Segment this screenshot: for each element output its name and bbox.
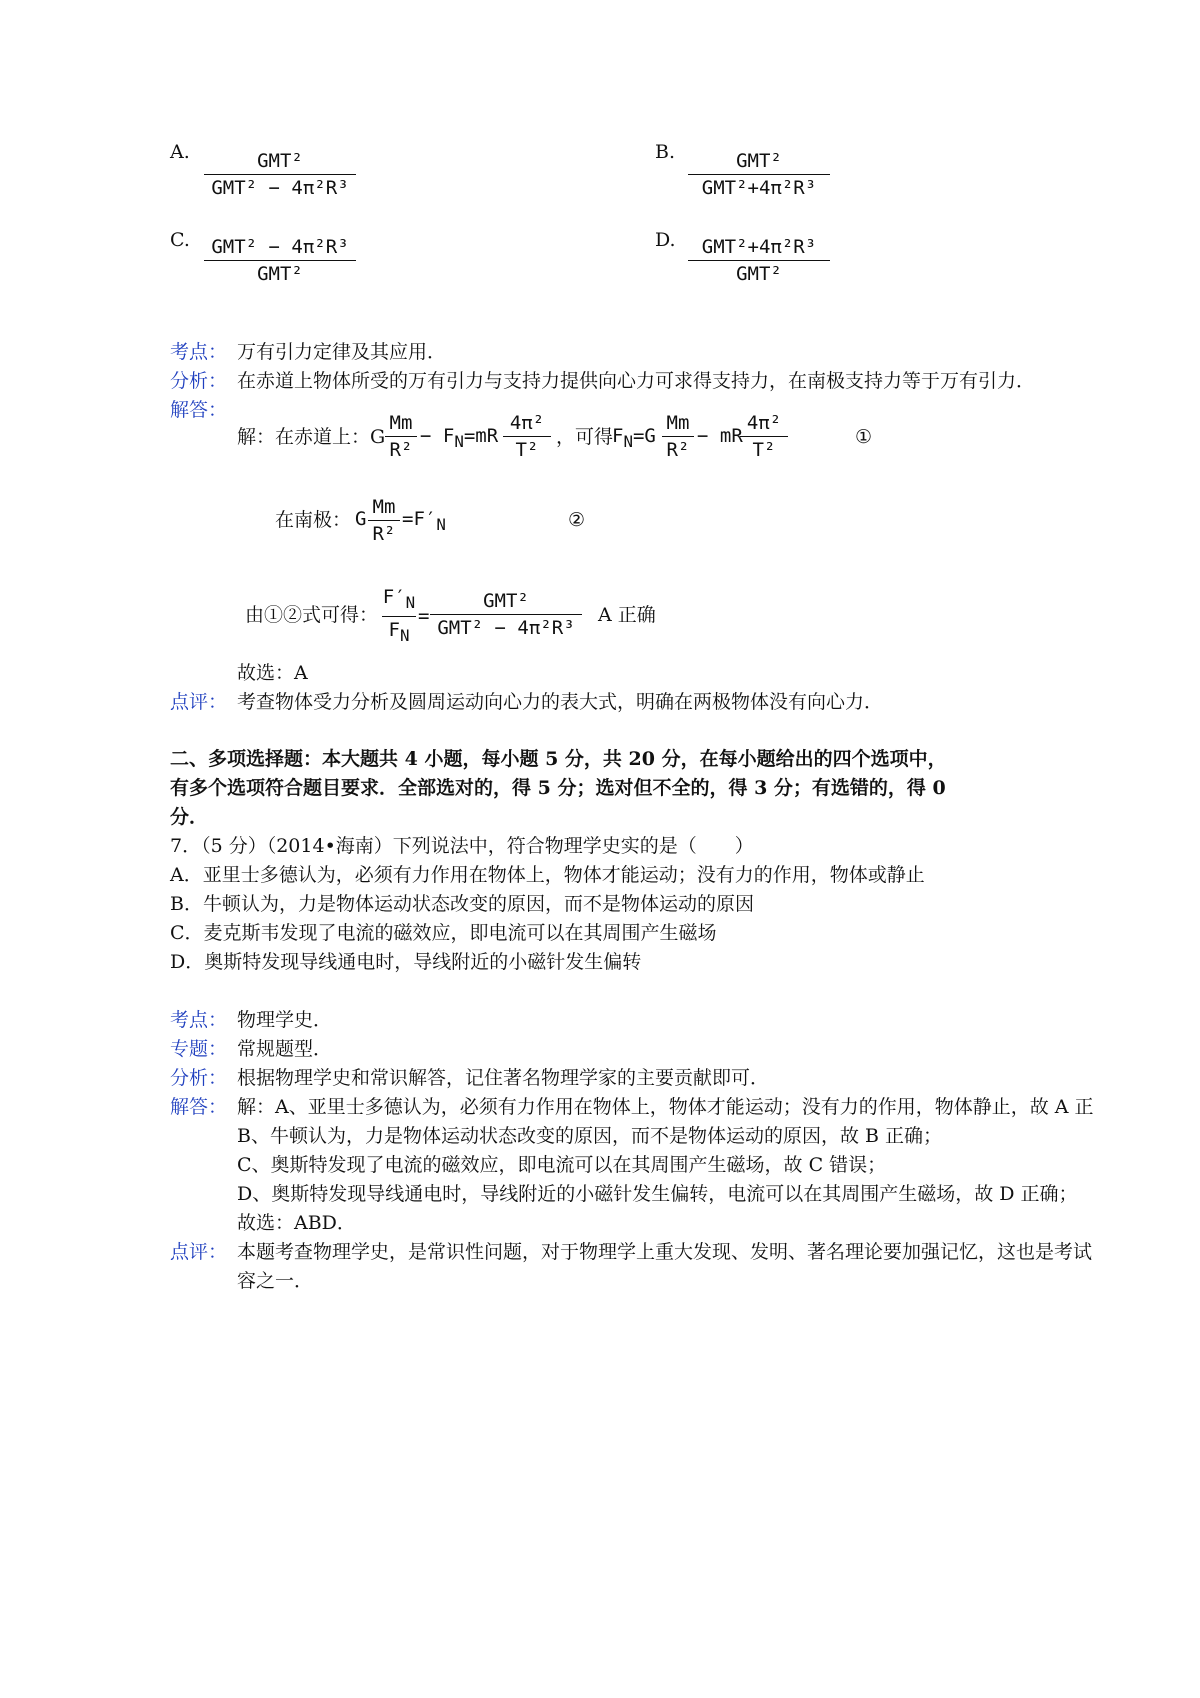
q7-jieda-label: 解答： <box>170 1096 228 1118</box>
numerator-mm: Mm <box>389 412 413 434</box>
q7-jieda-line1: 解：A、亚里士多德认为，必须有力作用在物体上，物体才能运动；没有力的作用，物体静止，故 A 正 <box>237 1096 1094 1118</box>
denominator-r2: R² <box>389 439 413 461</box>
equals-sign: = <box>418 605 430 627</box>
fraction-4pi2-t2 <box>503 412 551 461</box>
q7-dianping-line2: 容之一． <box>237 1270 314 1292</box>
option-c-numerator: GMT² − 4π²R³ <box>211 236 349 258</box>
south-pole-prefix: 在南极： <box>275 509 352 531</box>
q7-kaodian-text: 物理学史． <box>237 1009 333 1031</box>
kaodian-label: 考点： <box>170 341 228 363</box>
equation-mark-1: ① <box>855 426 873 448</box>
q7-jieda-line2: B、牛顿认为，力是物体运动状态改变的原因，而不是物体运动的原因，故 B 正确； <box>237 1125 943 1147</box>
fraction-4pi2-t2-2 <box>740 412 788 461</box>
q7-zhuanti-label: 专题： <box>170 1038 228 1060</box>
numerator-fn-prime <box>382 586 416 614</box>
q7-jieda-line4: D、奥斯特发现导线通电时，导线附近的小磁针发生偏转，电流可以在其周围产生磁场，故 D 正确； <box>237 1183 1078 1205</box>
fraction-bar <box>503 436 551 437</box>
fraction-result <box>430 590 582 639</box>
q7-kaodian-label: 考点： <box>170 1009 228 1031</box>
kede-text: ，可得 <box>556 426 614 448</box>
eq-g-text: =G <box>632 425 656 447</box>
fraction-mm-r2-2 <box>662 412 694 461</box>
q7-zhuanti-text: 常规题型． <box>237 1038 333 1060</box>
result-numerator: GMT² <box>483 590 529 612</box>
option-a-label: A. <box>170 141 190 163</box>
numerator-4pi2: 4π² <box>509 412 545 434</box>
f-text: F <box>388 618 400 641</box>
minus-mr: − mR <box>697 425 743 447</box>
dianping-label: 点评： <box>170 691 228 713</box>
numerator-mm: Mm <box>666 412 690 434</box>
guxuan-text: 故选：A <box>237 662 308 684</box>
subscript-n: N <box>623 431 633 451</box>
denominator-r2: R² <box>666 439 690 461</box>
fraction-bar <box>430 614 582 615</box>
derive-prefix: 由①②式可得： <box>245 604 379 626</box>
q7-option-a: A．亚里士多德认为，必须有力作用在物体上，物体才能运动；没有力的作用，物体或静止 <box>170 864 925 886</box>
eq-fn-prime <box>402 508 446 534</box>
q7-fenxi-label: 分析： <box>170 1067 228 1089</box>
fraction-bar <box>688 174 830 175</box>
q7-jieda-line3: C、奥斯特发现了电流的磁效应，即电流可以在其周围产生磁场，故 C 错误； <box>237 1154 887 1176</box>
q7-stem: 7．（5 分）（2014•海南）下列说法中，符合物理学史实的是（ ） <box>170 835 754 857</box>
eq-mr-text: =mR <box>463 425 499 447</box>
denominator-t2: T² <box>515 439 539 461</box>
option-b-label: B. <box>655 141 676 163</box>
option-b-fraction <box>688 150 830 199</box>
a-correct-text: A 正确 <box>598 604 656 626</box>
fraction-bar <box>385 436 417 437</box>
fraction-fn-ratio <box>382 586 416 647</box>
fraction-bar <box>688 260 830 261</box>
option-b-denominator: GMT²+4π²R³ <box>701 177 817 199</box>
subscript-n: N <box>454 431 464 451</box>
minus-f-text: − F <box>420 425 455 447</box>
option-d-denominator: GMT² <box>736 263 782 285</box>
g-symbol: G <box>355 508 367 530</box>
option-d-numerator: GMT²+4π²R³ <box>701 236 817 258</box>
equator-prefix: 解：在赤道上：G <box>237 426 386 448</box>
f-prime-text: F′ <box>382 586 406 608</box>
q7-option-d: D．奥斯特发现导线通电时，导线附近的小磁针发生偏转 <box>170 951 642 973</box>
fraction-bar <box>204 174 356 175</box>
option-c-fraction <box>204 236 356 285</box>
option-a-fraction <box>204 150 356 199</box>
option-d-fraction <box>688 236 830 285</box>
denominator-r2: R² <box>372 523 396 545</box>
fraction-bar <box>368 520 400 521</box>
denominator-t2: T² <box>752 439 776 461</box>
q7-option-c: C．麦克斯韦发现了电流的磁效应，即电流可以在其周围产生磁场 <box>170 922 717 944</box>
subscript-n: N <box>399 625 410 645</box>
fraction-bar <box>740 436 788 437</box>
fn-eq-g <box>612 425 656 451</box>
section2-line3: 分． <box>170 806 209 828</box>
subscript-n: N <box>436 514 446 534</box>
section2-line1: 二、多项选择题：本大题共 4 小题，每小题 5 分，共 20 分，在每小题给出的四个选项中， <box>170 748 947 770</box>
jieda-label: 解答： <box>170 399 228 421</box>
equation-mark-2: ② <box>568 509 586 531</box>
q7-option-b: B．牛顿认为，力是物体运动状态改变的原因，而不是物体运动的原因 <box>170 893 754 915</box>
kaodian-text: 万有引力定律及其应用． <box>237 341 447 363</box>
fenxi-label: 分析： <box>170 370 228 392</box>
subscript-n: N <box>405 592 416 612</box>
minus-fn <box>420 425 498 451</box>
numerator-4pi2: 4π² <box>746 412 782 434</box>
q7-fenxi-text: 根据物理学史和常识解答，记住著名物理学家的主要贡献即可． <box>237 1067 770 1089</box>
option-c-denominator: GMT² <box>257 263 303 285</box>
dianping-text: 考查物体受力分析及圆周运动向心力的表大式，明确在两极物体没有向心力． <box>237 691 884 713</box>
f-text: F <box>612 425 624 447</box>
option-d-label: D. <box>655 229 676 251</box>
fenxi-text: 在赤道上物体所受的万有引力与支持力提供向心力可求得支持力，在南极支持力等于万有引力． <box>237 370 1036 392</box>
fraction-bar <box>204 260 356 261</box>
fraction-mm-r2 <box>385 412 417 461</box>
fraction-mm-r2-3 <box>368 496 400 545</box>
numerator-mm: Mm <box>372 496 396 518</box>
fraction-bar <box>662 436 694 437</box>
q7-dianping-label: 点评： <box>170 1241 228 1263</box>
eq-f-prime-text: =F′ <box>402 508 437 530</box>
result-denominator: GMT² − 4π²R³ <box>437 617 575 639</box>
denominator-fn <box>382 619 416 647</box>
option-a-numerator: GMT² <box>257 150 303 172</box>
q7-dianping-line1: 本题考查物理学史，是常识性问题，对于物理学上重大发现、发明、著名理论要加强记忆，这也是考试 <box>237 1241 1093 1263</box>
fraction-bar <box>382 616 416 617</box>
section2-line2: 有多个选项符合题目要求．全部选对的，得 5 分；选对但不全的，得 3 分；有选错的，得 0 <box>170 777 946 799</box>
q7-jieda-line5: 故选：ABD． <box>237 1212 356 1234</box>
option-c-label: C. <box>170 229 190 251</box>
option-a-denominator: GMT² − 4π²R³ <box>211 177 349 199</box>
option-b-numerator: GMT² <box>736 150 782 172</box>
